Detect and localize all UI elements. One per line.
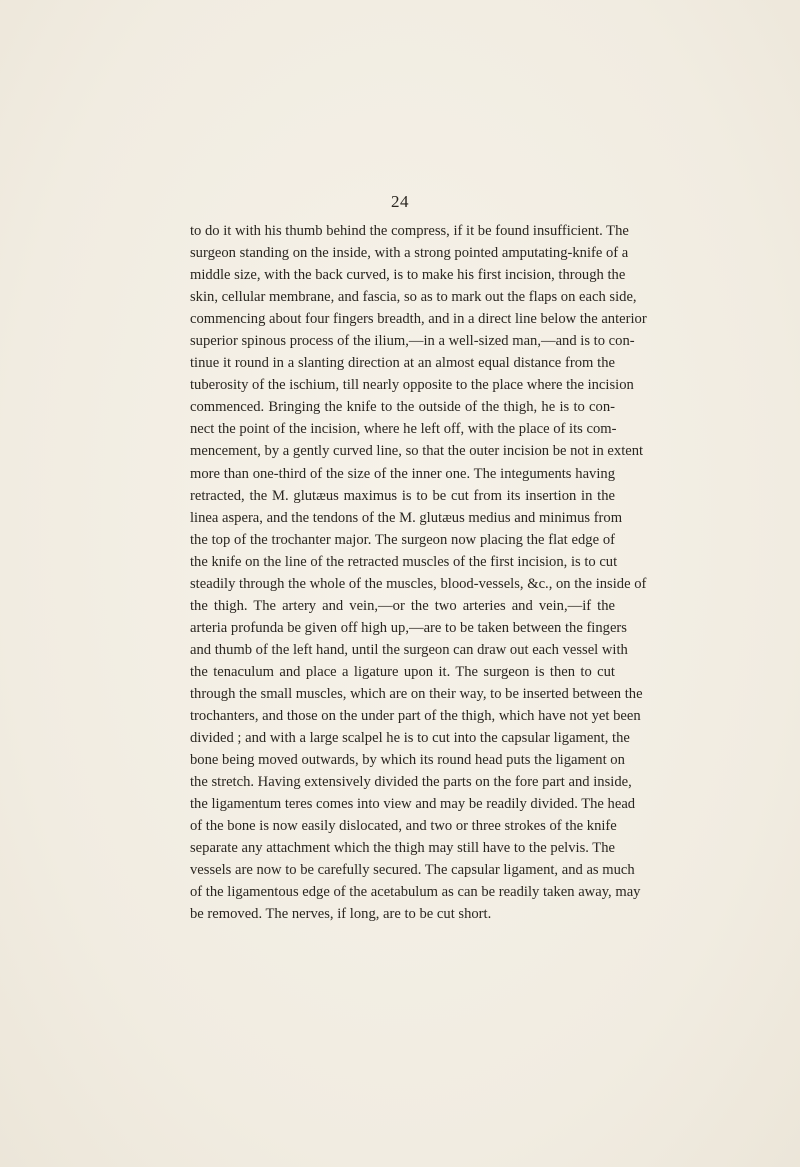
text-line: steadily through the whole of the muscles, blood-vessels, &c., on the inside of (190, 575, 647, 592)
text-line: skin, cellular membrane, and fascia, so as to mark out the flaps on each side, (190, 289, 637, 306)
text-line: of the bone is now easily dislocated, and two or three strokes of the knife (190, 818, 617, 835)
text-line: divided ; and with a large scalpel he is to cut into the capsular ligament, the (190, 730, 630, 747)
text-line: the knife on the line of the retracted muscles of the first incision, is to cut (190, 553, 618, 570)
text-line: the ligamentum teres comes into view and may be readily divided. The head (190, 796, 636, 813)
text-line: trochanters, and those on the under part of the thigh, which have not yet been (190, 708, 641, 725)
text-line: of the ligamentous edge of the acetabulum as can be readily taken away, may (190, 884, 641, 901)
text-line: the thigh. The artery and vein,—or the two arteries and vein,—if the (190, 597, 615, 614)
text-line: tinue it round in a slanting direction at an almost equal distance from the (190, 355, 615, 372)
text-line: tuberosity of the ischium, till nearly opposite to the place where the incision (190, 377, 634, 394)
text-line: through the small muscles, which are on their way, to be inserted between the (190, 685, 643, 702)
text-line: the stretch. Having extensively divided the parts on the fore part and inside, (190, 774, 632, 791)
text-line: more than one-third of the size of the inner one. The integuments having (190, 465, 615, 482)
body-text (190, 220, 647, 926)
text-line: surgeon standing on the inside, with a strong pointed amputating-knife of a (190, 245, 629, 262)
text-line: commencing about four fingers breadth, and in a direct line below the anterior (190, 311, 647, 328)
page-number: 24 (391, 192, 409, 211)
text-line: commenced. Bringing the knife to the outside of the thigh, he is to con- (190, 399, 615, 416)
text-line: the tenaculum and place a ligature upon it. The surgeon is then to cut (190, 663, 615, 680)
text-line: arteria profunda be given off high up,—are to be taken between the fingers (190, 619, 627, 636)
text-line: to do it with his thumb behind the compress, if it be found insufficient. The (190, 223, 629, 239)
text-line: nect the point of the incision, where he left off, with the place of its com- (190, 421, 617, 438)
text-line: retracted, the M. glutæus maximus is to be cut from its insertion in the (190, 487, 615, 504)
text-line: linea aspera, and the tendons of the M. glutæus medius and minimus from (190, 509, 623, 526)
text-line: the top of the trochanter major. The surgeon now placing the flat edge of (190, 531, 615, 548)
text-line: be removed. The nerves, if long, are to be cut short. (190, 906, 492, 923)
text-line: separate any attachment which the thigh may still have to the pelvis. The (190, 840, 615, 857)
text-line: vessels are now to be carefully secured. The capsular ligament, and as much (190, 862, 635, 879)
text-line: middle size, with the back curved, is to make his first incision, through the (190, 267, 626, 284)
text-line: and thumb of the left hand, until the surgeon can draw out each vessel with (190, 641, 628, 658)
text-line: superior spinous process of the ilium,—in a well-sized man,—and is to con- (190, 333, 635, 350)
text-line: bone being moved outwards, by which its round head puts the ligament on (190, 752, 625, 769)
text-line: mencement, by a gently curved line, so that the outer incision be not in extent (190, 443, 644, 460)
